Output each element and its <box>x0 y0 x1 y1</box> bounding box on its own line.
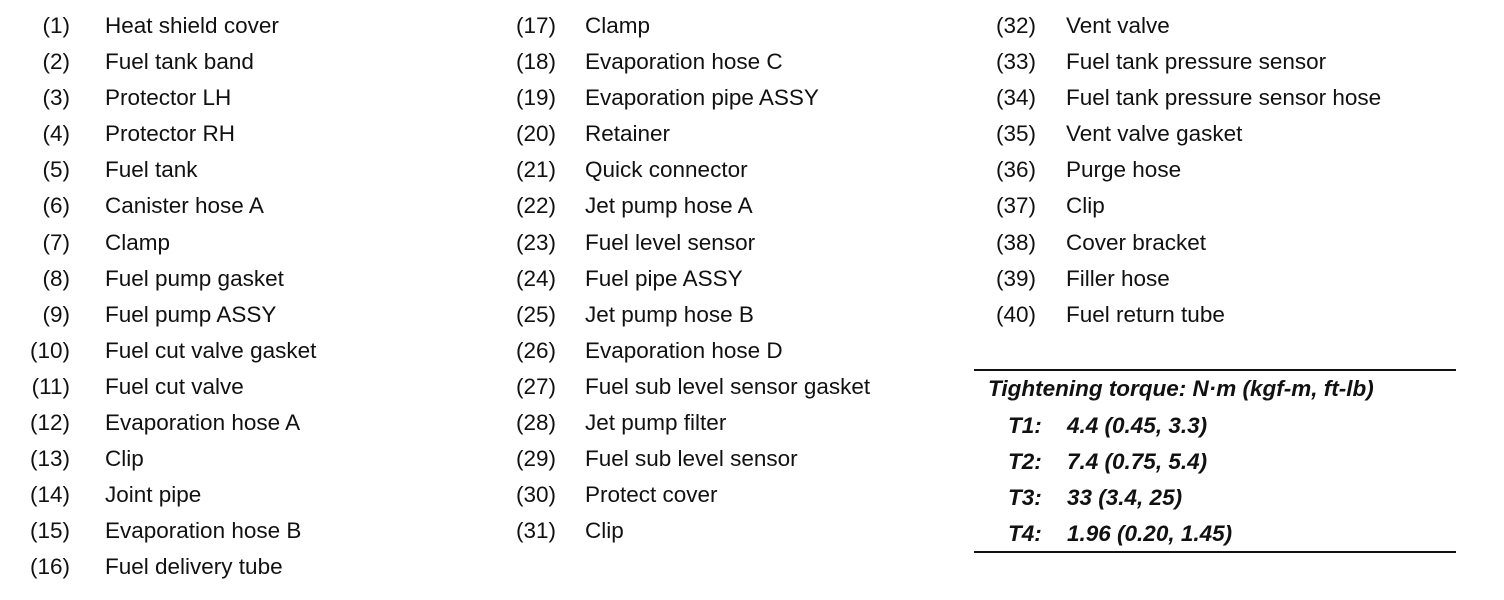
part-name: Fuel delivery tube <box>105 554 283 580</box>
part-number: (6) <box>42 193 70 219</box>
part-number: (36) <box>995 157 1036 183</box>
part-number: (16) <box>29 554 70 580</box>
part-name: Fuel sub level sensor <box>585 446 798 472</box>
tightening-torque-title: Tightening torque: N·m (kgf-m, ft-lb) <box>988 376 1374 401</box>
part-number: (15) <box>29 518 70 544</box>
part-name: Jet pump hose A <box>585 193 753 219</box>
part-name: Retainer <box>585 121 671 147</box>
part-name: Fuel pump ASSY <box>105 301 277 327</box>
part-number: (23) <box>515 229 556 255</box>
part-name: Evaporation hose A <box>105 410 301 436</box>
part-name: Protector LH <box>105 85 232 111</box>
part-name: Evaporation hose C <box>585 49 783 75</box>
part-name: Cover bracket <box>1066 229 1207 255</box>
part-number: (10) <box>29 337 70 363</box>
part-number: (37) <box>995 193 1036 219</box>
part-number: (8) <box>42 265 70 291</box>
part-name: Protect cover <box>585 482 718 508</box>
tightening-torque-table <box>974 369 1456 553</box>
torque-label: T2: <box>1008 449 1042 474</box>
part-number: (9) <box>42 301 70 327</box>
part-name: Canister hose A <box>105 193 264 219</box>
part-number: (21) <box>515 157 556 183</box>
part-name: Fuel pipe ASSY <box>585 265 743 291</box>
part-name: Fuel tank band <box>105 49 254 75</box>
part-name: Clip <box>105 446 144 472</box>
part-number: (11) <box>31 373 70 399</box>
part-number: (32) <box>995 13 1036 38</box>
part-name: Clip <box>585 518 624 544</box>
part-number: (1) <box>42 13 70 38</box>
part-number: (18) <box>515 49 556 75</box>
torque-value: 1.96 (0.20, 1.45) <box>1067 521 1233 546</box>
part-number: (27) <box>515 373 556 399</box>
part-name: Evaporation pipe ASSY <box>585 85 819 111</box>
part-name: Fuel tank <box>105 157 198 183</box>
part-number: (22) <box>515 193 556 219</box>
torque-value: 7.4 (0.75, 5.4) <box>1067 449 1208 474</box>
torque-label: T4: <box>1008 521 1042 546</box>
part-name: Fuel return tube <box>1066 301 1225 327</box>
part-number: (24) <box>515 265 556 291</box>
part-name: Jet pump filter <box>585 410 727 436</box>
part-name: Quick connector <box>585 157 748 183</box>
part-number: (7) <box>42 229 70 255</box>
part-number: (33) <box>995 49 1036 75</box>
part-name: Vent valve <box>1066 13 1170 38</box>
torque-value: 4.4 (0.45, 3.3) <box>1067 413 1208 438</box>
part-number: (25) <box>515 301 556 327</box>
part-number: (4) <box>42 121 70 147</box>
part-number: (13) <box>29 446 70 472</box>
part-number: (35) <box>995 121 1036 147</box>
part-number: (2) <box>42 49 70 75</box>
part-name: Clip <box>1066 193 1105 219</box>
part-name: Joint pipe <box>105 482 202 508</box>
part-name: Filler hose <box>1066 265 1170 291</box>
part-number: (17) <box>515 13 556 38</box>
part-name: Protector RH <box>105 121 236 147</box>
part-number: (34) <box>995 85 1036 111</box>
part-name: Clamp <box>105 229 171 255</box>
part-number: (30) <box>515 482 556 508</box>
part-number: (39) <box>995 265 1036 291</box>
part-number: (20) <box>515 121 556 147</box>
part-number: (12) <box>29 410 70 436</box>
part-name: Vent valve gasket <box>1066 121 1243 147</box>
part-name: Clamp <box>585 13 651 38</box>
part-name: Fuel cut valve <box>105 373 244 399</box>
part-name: Fuel sub level sensor gasket <box>585 373 871 399</box>
part-name: Evaporation hose D <box>585 337 783 363</box>
part-number: (5) <box>42 157 70 183</box>
part-name: Heat shield cover <box>105 13 279 38</box>
part-number: (40) <box>995 301 1036 327</box>
part-number: (14) <box>29 482 70 508</box>
torque-label: T3: <box>1008 485 1042 510</box>
part-number: (38) <box>995 229 1036 255</box>
part-name: Jet pump hose B <box>585 301 754 327</box>
part-number: (3) <box>42 85 70 111</box>
part-name: Fuel tank pressure sensor <box>1066 49 1327 75</box>
part-number: (28) <box>515 410 556 436</box>
part-number: (26) <box>515 337 556 363</box>
torque-label: T1: <box>1008 413 1042 438</box>
part-number: (31) <box>515 518 556 544</box>
part-name: Fuel cut valve gasket <box>105 337 317 363</box>
part-name: Fuel level sensor <box>585 229 756 255</box>
part-name: Fuel tank pressure sensor hose <box>1066 85 1382 111</box>
part-number: (19) <box>515 85 556 111</box>
part-name: Purge hose <box>1066 157 1182 183</box>
torque-value: 33 (3.4, 25) <box>1067 485 1183 510</box>
part-number: (29) <box>515 446 556 472</box>
part-name: Evaporation hose B <box>105 518 302 544</box>
part-name: Fuel pump gasket <box>105 265 284 291</box>
